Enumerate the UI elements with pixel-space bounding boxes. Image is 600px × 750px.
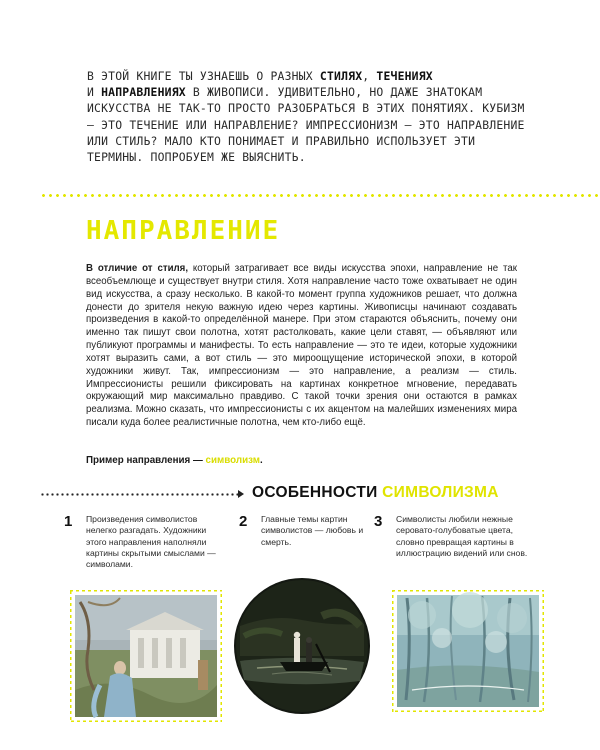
intro-text: В ЖИВОПИСИ. УДИВИТЕЛЬНО, НО ДАЖЕ ЗНАТОКАМ ИСКУССТВА НЕ ТАК-ТО ПРОСТО РАЗОБРАТЬСЯ В ЭТИХ ПОНЯТИЯХ. КУБИЗМ — ЭТО ТЕЧЕНИЕ ИЛИ НАПРАВЛЕНИЕ? ИМПРЕССИОНИЗМ — ЭТО НАПРАВЛЕНИЕ ИЛИ СТИЛЬ? МАЛО КТО ПОНИМАЕТ И ПРАВИЛЬНО ИСПОЛЬЗУЕТ ЭТИ ТЕРМИНЫ. ПОПРОБУЕМ ЖЕ ВЫЯСНИТЬ. [87,85,525,165]
painting-night-boat [232,576,372,716]
intro-text: И [87,85,102,100]
example-label: Пример направления — [86,455,206,466]
intro-paragraph [87,68,527,165]
body-paragraph [86,263,517,430]
body-text: который затрагивает все виды искусства эпохи, направление не так всеобъемлюще и существует внутри стиля. Хотя направление часто тоже охватывает не один вид искусства, а сразу несколько. В какой-то момент группа художников решает, что должна донести до зрителя некую важную идею через картины. Живописцы начинают создавать произведения в какой-то определённой манере. При этом стараются объяснить, почему они именно так пишут свои полотна, хотят растолковать, какие цели ставят, — объявляют или публикуют программы и манифесты. То есть направление — это те идеи, которые художники хотят выразить сами, а вот стиль — это мироощущение исторической эпохи, в которой художники живут. Так, импрессионизм — это направление, а реализм — стиль. Импрессионисты решили фиксировать на картинах конкретное мгновение, передавать окружающий мир максимально правдиво. С такой точки зрения они остаются в рамках реализма. Можно сказать, что импрессионисты с их акцентом на малейших изменениях мира писали куда более реалистичные полотна, чем кто-либо ещё. [86,263,517,429]
feature-text: Произведения символистов нелегко разгадать. Художники этого направления наполняли картины скрытыми смыслами — символами. [86,514,216,570]
example-line [86,455,263,466]
intro-text: В ЭТОЙ КНИГЕ ТЫ УЗНАЕШЬ О РАЗНЫХ [87,69,320,83]
example-end: . [259,455,263,466]
arrow-right-icon [238,490,244,498]
intro-term-currents: ТЕЧЕНИЯХ [376,69,433,83]
example-value: символизм [205,455,260,466]
body-lead: В отличие от стиля, [86,263,189,274]
painting-manor [70,590,222,722]
intro-term-directions: НАПРАВЛЕНИЯХ [101,85,186,100]
painting-misty-forest [392,590,544,712]
features-heading [252,484,499,502]
dotted-arrow-line [40,493,240,496]
section-heading: НАПРАВЛЕНИЕ [86,216,281,246]
feature-text: Символисты любили нежные серовато-голубоватые цвета, словно превращая картины в иллюстрацию видений или снов. [396,514,528,558]
dotted-divider [40,194,600,197]
feature-number: 3 [374,513,383,530]
intro-text: , [362,69,377,83]
feature-text: Главные темы картин символистов — любовь и смерть. [261,514,364,547]
feature-number: 2 [239,513,248,530]
intro-term-styles: СТИЛЯХ [319,69,363,83]
feature-number: 1 [64,513,73,530]
features-heading-text: ОСОБЕННОСТИ [252,484,383,501]
features-heading-accent: СИМВОЛИЗМА [382,484,499,501]
